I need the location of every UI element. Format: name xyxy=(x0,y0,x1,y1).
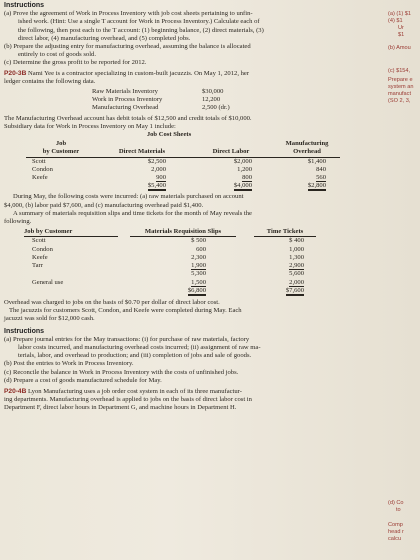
margin-notes-2: (d) Co to Comp head r calcu xyxy=(388,500,404,542)
instructions-heading: Instructions xyxy=(4,2,45,9)
table-row: $6,800 $7,600 xyxy=(187,286,304,294)
instruction-c: (c) Determine the gross profit to be reported for 2012. xyxy=(4,59,147,67)
table-row: Raw Materials Inventory $30,000 xyxy=(92,88,224,96)
overhead-charge-paragraph: Overhead was charged to jobs on the basis of $0.70 per dollar of direct labor cost. The jacuzzis for customers Scott, Condon, and Keefe were completed during May. Each jacuzzi was sold for $12,000 cash. xyxy=(4,298,242,323)
ledger-table xyxy=(92,88,230,113)
table-row: General use 1,500 2,000 xyxy=(32,278,304,286)
instruction-2c: (c) Reconcile the balance in Work in Process Inventory with the costs of unfinished jobs. xyxy=(4,368,239,376)
main-column xyxy=(4,2,384,413)
table-row: Scott $ 500 $ 400 xyxy=(32,237,304,245)
table-row: 5,300 5,600 xyxy=(191,270,304,278)
instruction-b: (b) Prepare the adjusting entry for manufacturing overhead, assuming the balance is allocated entirely to cost of goods sold. xyxy=(4,43,251,59)
table-row: Tarr 1,900 2,900 xyxy=(32,262,304,270)
table-row: Keefe 900 800 560 xyxy=(32,174,326,182)
margin-notes: (a) (1) $1 (4) $1 Ur $1 (b) Amou (c) $154, Prepare e system an manufact (SO 2, 3, xyxy=(388,11,414,104)
problem-intro: P20-3B Nami Yee is a contractor specializing in custom-built jacuzzis. On May 1, 2012, her ledger contains the following data. xyxy=(4,69,250,85)
job-cost-table: Job Manufacturing by Customer Direct Materials Direct Labor Overhead Scott $2,500 $2,000 $1,400 Condon 2,000 1,200 840 Keefe 900 800 560 $5,400 $4,000 $2,800 xyxy=(26,140,340,190)
table-row: Scott $2,500 $2,000 $1,400 xyxy=(32,157,326,165)
table-row: Keefe 2,300 1,300 xyxy=(32,253,304,261)
instructions-heading-2: Instructions xyxy=(4,327,45,335)
table-row: $5,400 $4,000 $2,800 xyxy=(147,182,326,190)
summary-paragraph: A summary of materials requisition slips and time tickets for the month of May reveals the following. xyxy=(4,209,252,226)
instruction-2a: (a) Prepare journal entries for the May transactions: (i) for purchase of raw materials, factory labor costs incurred, and manufacturing overhead costs incurred; (ii) assignment of raw ma- terials, labor, and overhead to production; and (iii) completion of jobs and sale of goods. xyxy=(4,335,261,360)
instruction-a: (a) Prove the agreement of Work in Process Inventory with job cost sheets pertaining to unfin- ished work. (Hint: Use a single T account for Work in Process Inventory.) Calculate each of the following, then post each to the T account: (1) beginning balance, (2) direct materials, (3) direct labor, (4) manufacturing overhead, and (5) completed jobs. xyxy=(4,10,264,42)
table-row: Condon 600 1,000 xyxy=(32,245,304,253)
may-costs-paragraph: During May, the following costs were incurred: (a) raw materials purchased on account $4,000, (b) labor paid $7,600, and (c) manufacturing overhead paid $1,400. xyxy=(4,193,244,209)
overhead-paragraph: The Manufacturing Overhead account has debit totals of $12,500 and credit totals of $10,000. Subsidiary data for Work in Process Inventory on May 1 include: xyxy=(4,114,252,130)
job-cost-sheets-title: Job Cost Sheets xyxy=(146,131,192,139)
problem-number-2: P20-4B xyxy=(4,387,27,395)
instruction-2b: (b) Post the entries to Work in Process Inventory. xyxy=(4,360,134,368)
table-row: Manufacturing Overhead 2,500 (dr.) xyxy=(92,104,230,112)
table-row: Work in Process Inventory 12,200 xyxy=(92,96,221,104)
table-row: Condon 2,000 1,200 840 xyxy=(32,165,326,173)
requisition-table: Job by Customer Materials Requisition Slips Time Tickets Scott $ 500 $ 400 Condon 600 1,000 Keefe 2,300 1,300 Tarr 1,900 2,900 5,300 5,600 General use 1,500 2,000 $6,800 $7,600 xyxy=(24,228,316,295)
instruction-2d: (d) Prepare a cost of goods manufactured schedule for May. xyxy=(4,376,162,384)
problem-p20-4b: P20-4B Lyon Manufacturing uses a job order cost system in each of its three manufactur- ing departments. Manufacturing overhead is applied to jobs on the basis of direct labor cost in Department F, direct labor hours in Department G, and machine hours in Department H. xyxy=(4,387,252,412)
problem-number: P20-3B xyxy=(4,69,27,77)
